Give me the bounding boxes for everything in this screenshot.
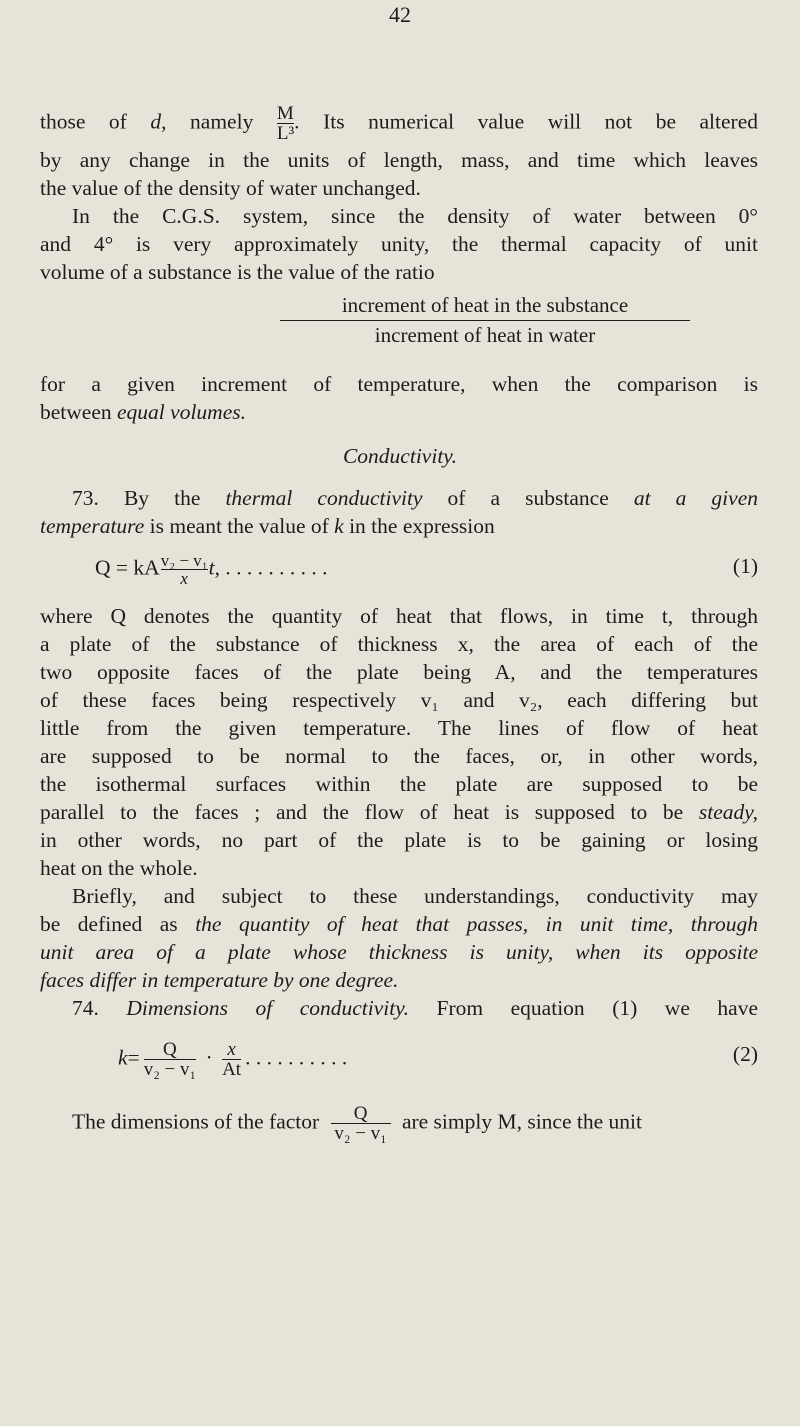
text-line-8: between equal volumes.: [40, 400, 246, 424]
text-line-23: unit area of a plate whose thickness is unity, when its opposite: [40, 940, 758, 964]
text-line-13: two opposite faces of the plate being A, and the temperatures: [40, 660, 758, 684]
equation-1-label: (1): [732, 554, 758, 578]
text-line-7: for a given increment of temperature, when the comparison is: [40, 372, 758, 396]
text-line-16: are supposed to be normal to the faces, or, in other words,: [40, 744, 758, 768]
text-line-11: where Q denotes the quantity of heat that flows, in time t, through: [40, 604, 758, 628]
ratio-denominator: increment of heat in water: [374, 323, 596, 347]
ratio-fraction: [280, 292, 690, 347]
text-line-12: a plate of the substance of thickness x, the area of each of the: [40, 632, 758, 656]
text-line-19: in other words, no part of the plate is to be gaining or losing: [40, 828, 758, 852]
text-line-21: Briefly, and subject to these understandings, conductivity may: [72, 884, 758, 908]
text-line-10: temperature is meant the value of k in the expression: [40, 514, 495, 538]
equation-1: Q = kA $\frac{\text{v₂ − v₁}}{x}$ t, . . . . . . . . . . (1): [95, 551, 758, 588]
text-line-15: little from the given temperature. The lines of flow of heat: [40, 716, 758, 740]
text-line-9: 73. By the thermal conductivity of a substance at a given: [72, 486, 758, 510]
text-line-4: In the C.G.S. system, since the density of water between 0°: [72, 204, 758, 228]
text-line-1: those of d, namely $\frac{M}{\text{L³}}$ . Its numerical value will not be altered: [40, 103, 758, 144]
fraction-m-over-l3: $\frac{M}{\text{L³}}$: [276, 103, 295, 144]
text-line-24: faces differ in temperature by one degree.: [40, 968, 399, 992]
equation-2: k= $\frac{Q}{\text{v₂ − v₁}}$ · $\frac{x}{At}$ . . . . . . . . . . (2): [118, 1039, 758, 1080]
text-line-20: heat on the whole.: [40, 856, 198, 880]
text-line-18: parallel to the faces ; and the flow of heat is supposed to be steady,: [40, 800, 758, 824]
page-number: 42: [389, 2, 411, 27]
text-line-6: volume of a substance is the value of the ratio: [40, 260, 435, 284]
equation-2-label: (2): [732, 1042, 758, 1066]
text-line-3: the value of the density of water unchanged.: [40, 176, 421, 200]
text-line-25: 74. Dimensions of conductivity. From equation (1) we have: [72, 996, 758, 1020]
section-heading: Conductivity.: [342, 444, 458, 468]
text-line-26: The dimensions of the factor $\frac{Q}{\text{v₂ − v₁}}$ are simply M, since the unit: [72, 1103, 642, 1144]
text-line-2: by any change in the units of length, mass, and time which leaves: [40, 148, 758, 172]
text-line-22: be defined as the quantity of heat that passes, in unit time, through: [40, 912, 758, 936]
text-line-5: and 4° is very approximately unity, the thermal capacity of unit: [40, 232, 758, 256]
text-line-14: of these faces being respectively v₁ and v₂, each differing but: [40, 688, 758, 712]
ratio-numerator: increment of heat in the substance: [341, 293, 629, 317]
text-line-17: the isothermal surfaces within the plate are supposed to be: [40, 772, 758, 796]
